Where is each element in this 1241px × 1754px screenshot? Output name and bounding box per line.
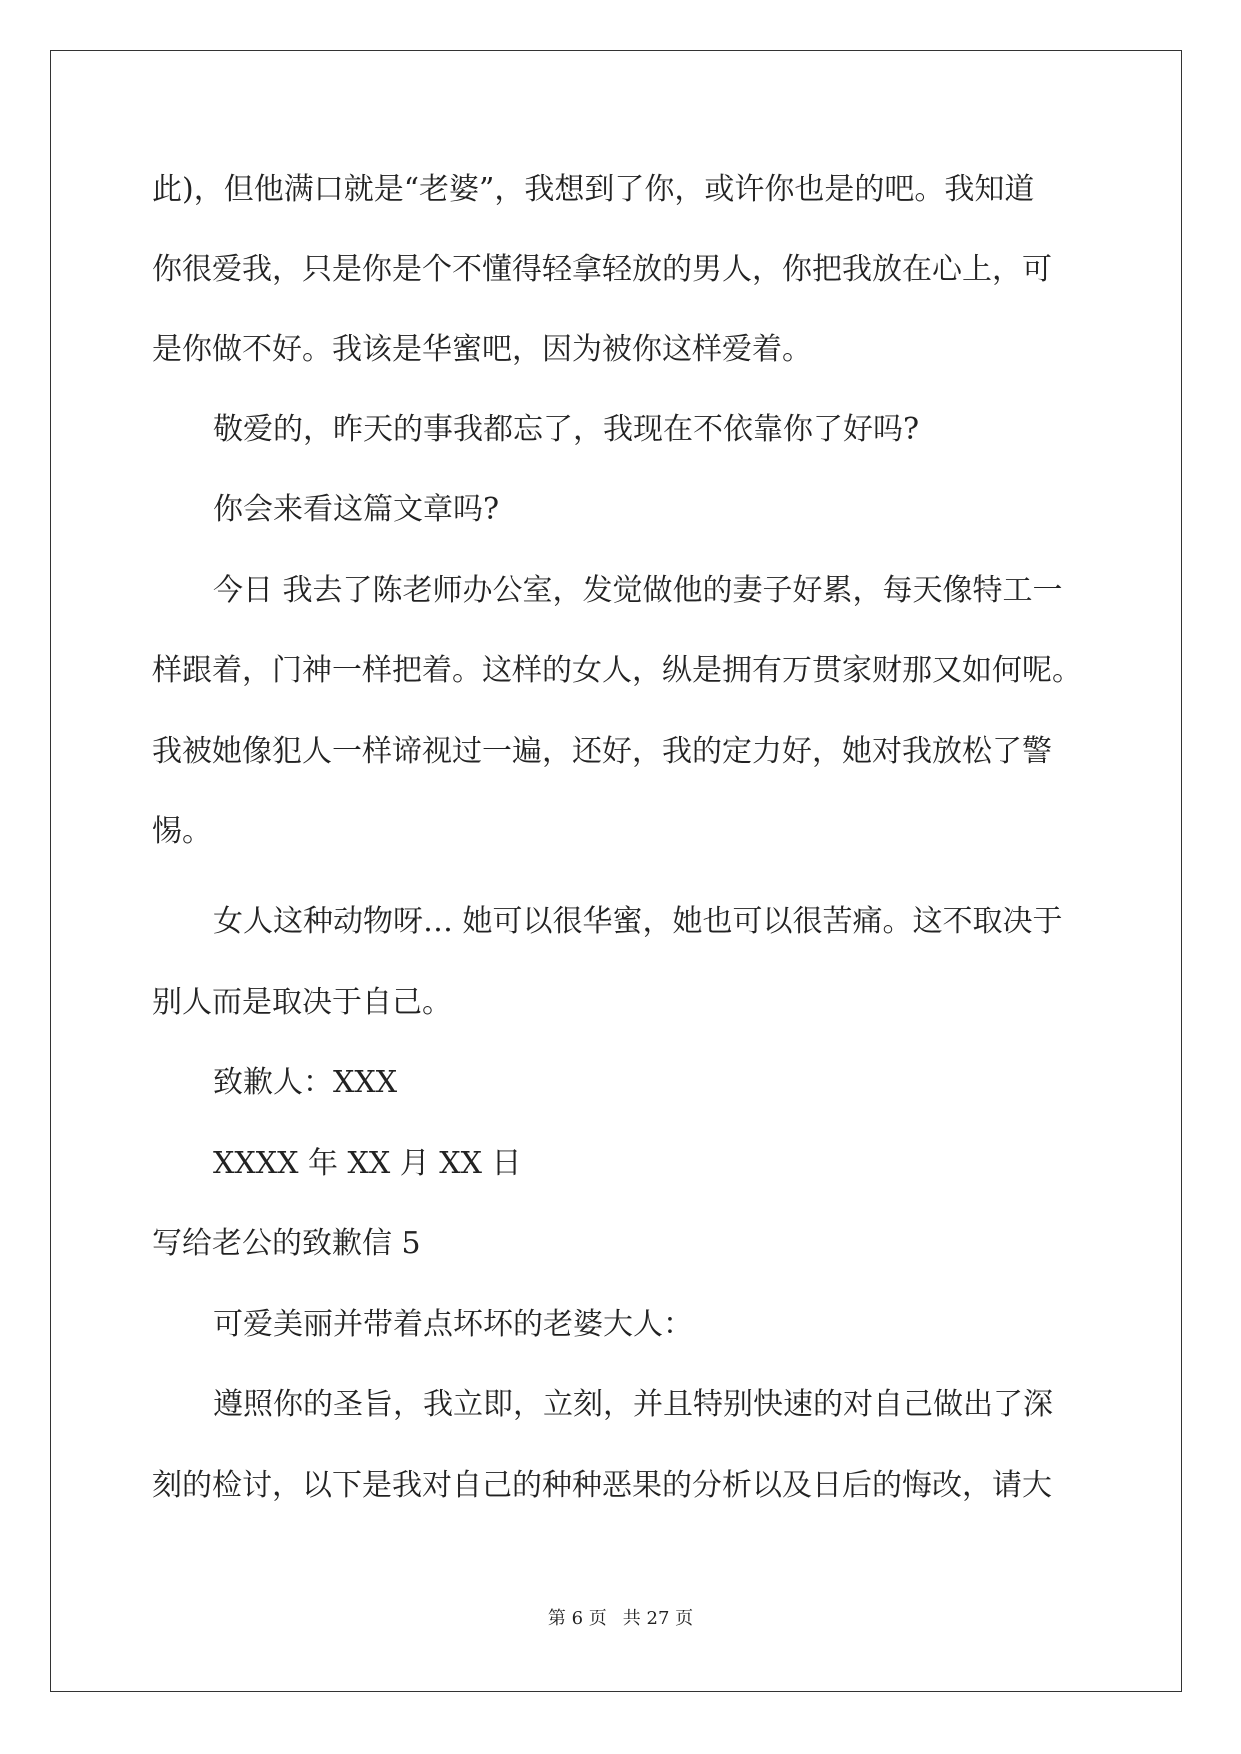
signature-line: 致歉人：XXX — [213, 1065, 398, 1100]
paragraph-line: 你很爱我，只是你是个不懂得轻拿轻放的男人，你把我放在心上，可 — [152, 252, 1052, 287]
paragraph-line: 敬爱的，昨天的事我都忘了，我现在不依靠你了好吗? — [213, 412, 920, 447]
page-number: 第 6 页 — [547, 1608, 607, 1629]
paragraph-line: 今日 我去了陈老师办公室，发觉做他的妻子好累，每天像特工一 — [213, 573, 1063, 608]
page-total: 共 27 页 — [622, 1608, 694, 1629]
paragraph-line: 我被她像犯人一样谛视过一遍，还好，我的定力好，她对我放松了警 — [152, 734, 1052, 769]
date-line: XXXX 年 XX 月 XX 日 — [213, 1146, 522, 1181]
page-border — [50, 50, 1182, 1692]
section-heading: 写给老公的致歉信 5 — [152, 1226, 421, 1261]
paragraph-line: 样跟着，门神一样把着。这样的女人，纵是拥有万贯家财那又如何呢。 — [152, 653, 1082, 688]
salutation-line: 可爱美丽并带着点坏坏的老婆大人： — [213, 1307, 693, 1342]
paragraph-line: 女人这种动物呀… 她可以很华蜜，她也可以很苦痛。这不取决于 — [213, 904, 1063, 939]
paragraph-line: 惕。 — [152, 814, 212, 849]
page-footer — [0, 1607, 1241, 1631]
paragraph-line: 你会来看这篇文章吗? — [213, 492, 500, 527]
paragraph-line: 刻的检讨，以下是我对自己的种种恶果的分析以及日后的悔改，请大 — [152, 1468, 1052, 1503]
paragraph-line: 遵照你的圣旨，我立即，立刻，并且特别快速的对自己做出了深 — [213, 1387, 1053, 1422]
paragraph-line: 是你做不好。我该是华蜜吧，因为被你这样爱着。 — [152, 332, 812, 367]
paragraph-line: 此)，但他满口就是“老婆”，我想到了你，或许你也是的吧。我知道 — [152, 172, 1035, 207]
paragraph-line: 别人而是取决于自己。 — [152, 985, 452, 1020]
